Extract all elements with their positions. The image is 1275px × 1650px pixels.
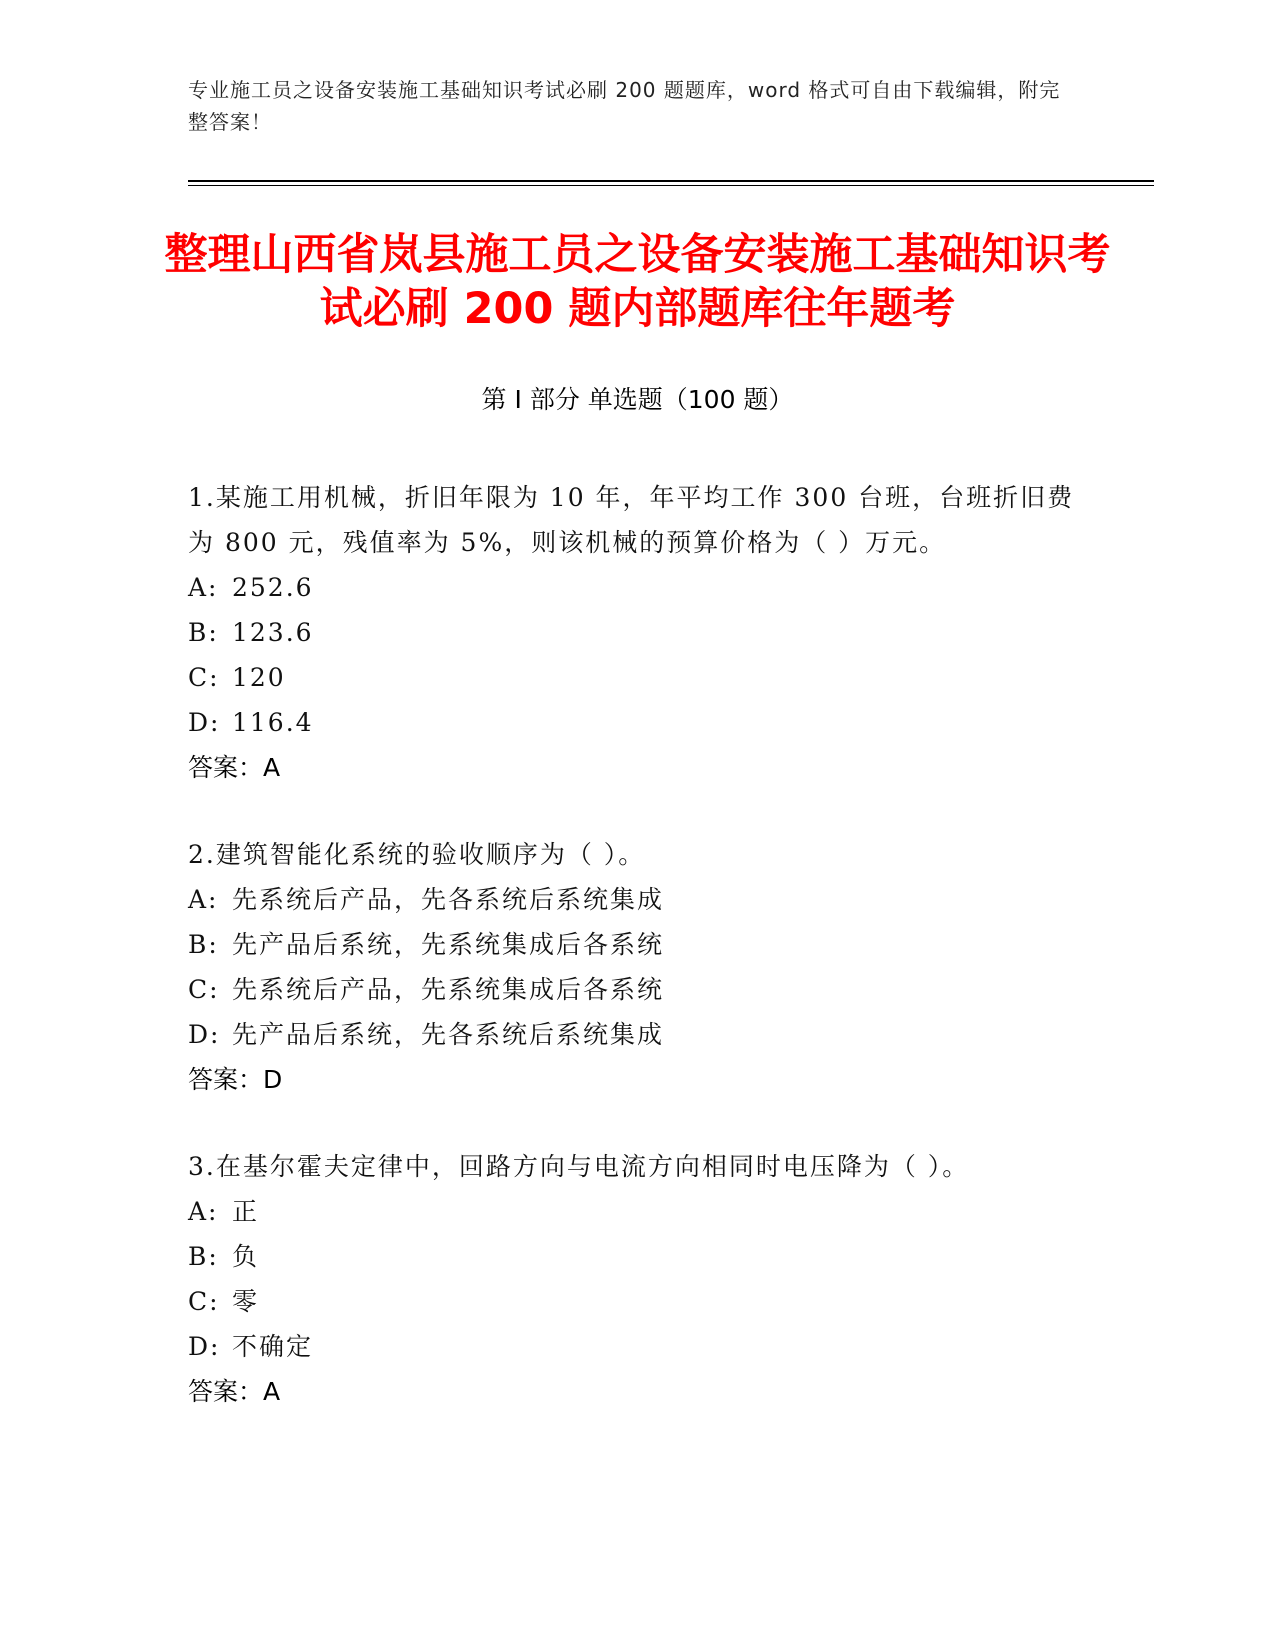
option-b bbox=[188, 610, 1088, 655]
option-key: D: bbox=[188, 1332, 221, 1361]
option-key: D: bbox=[188, 1020, 221, 1049]
question-3 bbox=[188, 1144, 1088, 1414]
document-title: 整理山西省岚县施工员之设备安装施工基础知识考试必刷 200 题内部题库往年题考 bbox=[164, 230, 1111, 334]
header-divider-thick bbox=[188, 180, 1154, 182]
option-value: 零 bbox=[232, 1287, 260, 1316]
question-text: 2.建筑智能化系统的验收顺序为（ ）。 bbox=[188, 840, 646, 869]
option-value: 252.6 bbox=[232, 573, 314, 602]
option-d bbox=[188, 1012, 1088, 1057]
option-key: C: bbox=[188, 1287, 220, 1316]
option-key: C: bbox=[188, 975, 220, 1004]
answer: 答案：A bbox=[188, 753, 281, 782]
question-list bbox=[188, 475, 1088, 1456]
option-key: A: bbox=[188, 885, 219, 914]
option-c bbox=[188, 967, 1088, 1012]
option-d bbox=[188, 700, 1088, 745]
question-text: 3.在基尔霍夫定律中，回路方向与电流方向相同时电压降为（ ）。 bbox=[188, 1152, 970, 1181]
option-value: 先产品后系统，先系统集成后各系统 bbox=[232, 930, 665, 959]
option-key: B: bbox=[188, 1242, 219, 1271]
header-note: 专业施工员之设备安装施工基础知识考试必刷 200 题题库，word 格式可自由下载编辑，附完整答案！ bbox=[188, 78, 1061, 134]
option-value: 正 bbox=[232, 1197, 260, 1226]
answer: 答案：D bbox=[188, 1065, 283, 1094]
option-key: D: bbox=[188, 708, 221, 737]
question-text: 1.某施工用机械，折旧年限为 10 年，年平均工作 300 台班，台班折旧费为 800 元，残值率为 5%，则该机械的预算价格为（ ）万元。 bbox=[188, 483, 1075, 557]
option-d bbox=[188, 1324, 1088, 1369]
option-c bbox=[188, 1279, 1088, 1324]
option-a bbox=[188, 1189, 1088, 1234]
option-value: 先系统后产品，先系统集成后各系统 bbox=[232, 975, 665, 1004]
option-value: 120 bbox=[232, 663, 286, 692]
section-heading: 第 I 部分 单选题（100 题） bbox=[481, 385, 794, 414]
option-value: 先产品后系统，先各系统后系统集成 bbox=[232, 1020, 665, 1049]
option-value: 不确定 bbox=[232, 1332, 314, 1361]
option-b bbox=[188, 922, 1088, 967]
option-a bbox=[188, 565, 1088, 610]
option-key: C: bbox=[188, 663, 220, 692]
option-key: A: bbox=[188, 1197, 219, 1226]
option-value: 先系统后产品，先各系统后系统集成 bbox=[232, 885, 665, 914]
option-key: B: bbox=[188, 930, 219, 959]
option-key: B: bbox=[188, 618, 219, 647]
option-value: 123.6 bbox=[232, 618, 314, 647]
question-2 bbox=[188, 832, 1088, 1102]
option-value: 负 bbox=[232, 1242, 260, 1271]
option-key: A: bbox=[188, 573, 219, 602]
header-divider-thin bbox=[188, 185, 1154, 186]
option-b bbox=[188, 1234, 1088, 1279]
answer: 答案：A bbox=[188, 1377, 281, 1406]
option-a bbox=[188, 877, 1088, 922]
option-c bbox=[188, 655, 1088, 700]
question-1 bbox=[188, 475, 1088, 790]
option-value: 116.4 bbox=[232, 708, 314, 737]
